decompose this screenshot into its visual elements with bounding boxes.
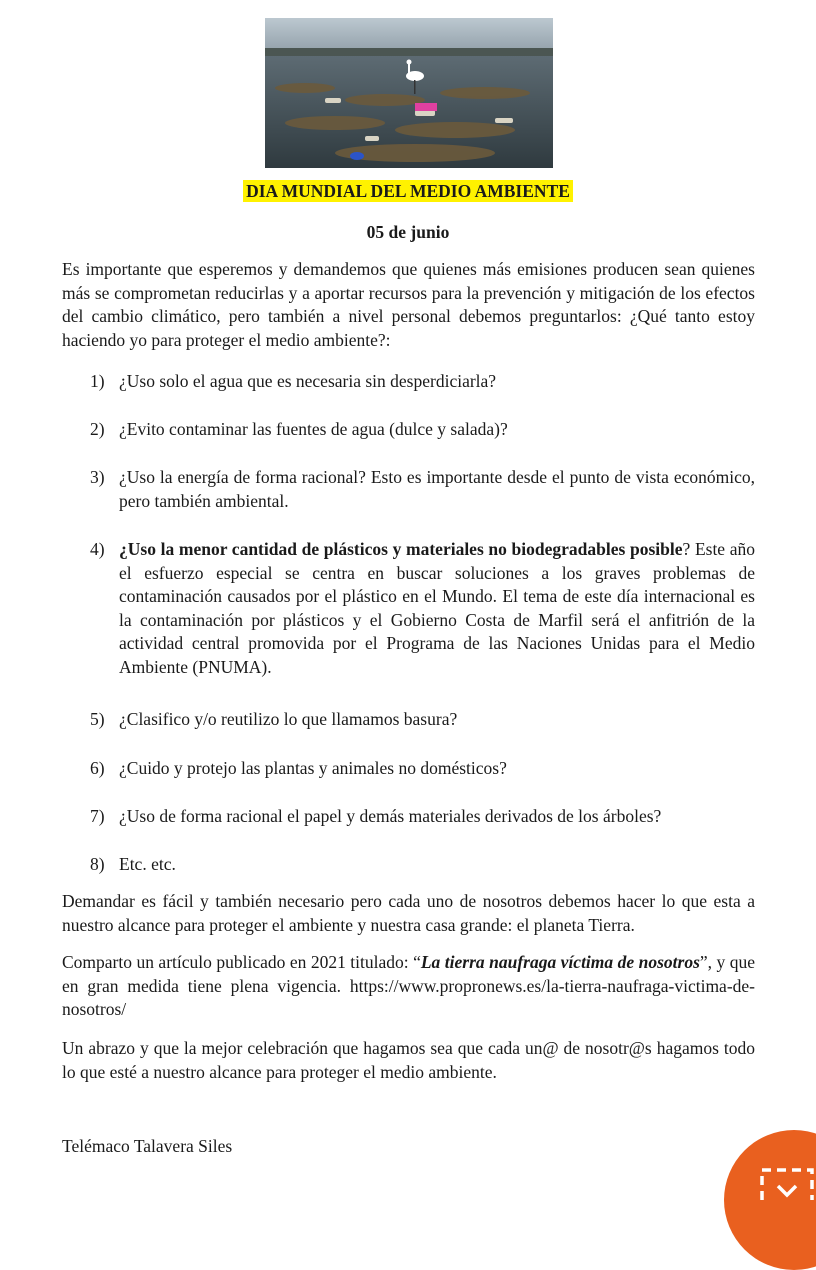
farewell-paragraph: Un abrazo y que la mejor celebración que hagamos sea que cada un@ de nosotr@s hagamos todo lo que esté a nuestro alcance para proteger el medio ambiente.	[62, 1038, 755, 1082]
page-title	[0, 181, 816, 202]
item-bold-text: ¿Uso la menor cantidad de plásticos y materiales no biodegradables posible	[119, 539, 683, 559]
closing-paragraph: Demandar es fácil y también necesario pero cada uno de nosotros debemos hacer lo que esta a nuestro alcance para proteger el ambiente y nuestra casa grande: el planeta Tierra.	[62, 891, 755, 935]
list-item	[62, 708, 755, 732]
list-item	[62, 418, 755, 442]
list-item	[62, 370, 755, 394]
item-number: 8)	[90, 854, 105, 874]
item-text: ¿Uso de forma racional el papel y demás materiales derivados de los árboles?	[119, 806, 662, 826]
date-heading: 05 de junio	[366, 222, 450, 242]
item-text: ¿Evito contaminar las fuentes de agua (dulce y salada)?	[119, 419, 508, 439]
item-text	[119, 538, 755, 679]
item-text: ¿Cuido y protejo las plantas y animales no domésticos?	[119, 758, 507, 778]
item-rest-text: ? Este año el esfuerzo especial se centra en buscar soluciones a los graves problemas de contaminación causados por el plástico en el Mundo. El tema de este día internacional es la contaminación por plásticos y el Gobierno Costa de Marfil será el anfitrión de la actividad central promovida por el Programa de las Naciones Unidas para el Medio Ambiente (PNUMA).	[119, 539, 755, 677]
signature: Telémaco Talavera Siles	[62, 1136, 233, 1156]
item-number: 1)	[90, 371, 105, 391]
list-item	[62, 466, 755, 513]
list-item	[62, 757, 755, 781]
item-number: 4)	[90, 539, 105, 559]
article-pre: Comparto un artículo publicado en 2021 titulado: “	[62, 952, 421, 972]
item-number: 3)	[90, 467, 105, 487]
item-number: 6)	[90, 758, 105, 778]
item-number: 2)	[90, 419, 105, 439]
list-item	[62, 853, 755, 877]
header-photo	[265, 18, 553, 168]
item-text: ¿Clasifico y/o reutilizo lo que llamamos basura?	[119, 709, 458, 729]
floating-action-button[interactable]	[724, 1130, 816, 1270]
item-number: 7)	[90, 806, 105, 826]
article-title: La tierra naufraga víctima de nosotros	[420, 952, 700, 972]
item-text: ¿Uso la energía de forma racional? Esto es importante desde el punto de vista económico, pero también ambiental.	[119, 467, 755, 511]
article-paragraph	[62, 951, 755, 1022]
title-text: DIA MUNDIAL DEL MEDIO AMBIENTE	[243, 180, 573, 202]
item-text: Etc. etc.	[119, 854, 176, 874]
list-item	[62, 538, 755, 679]
article-post: ”, y que en gran medida tiene plena vigencia. https://www.propronews.es/la-tierra-naufraga-victima-de-nosotros/	[62, 952, 755, 1019]
intro-paragraph: Es importante que esperemos y demandemos que quienes más emisiones producen sean quienes más se comprometan reducirlas y a aportar recursos para la prevención y mitigación de los efectos del cambio climático, pero también a nivel personal debemos preguntarlos: ¿Qué tanto estoy haciendo yo para proteger el medio ambiente?:	[62, 259, 755, 350]
item-number: 5)	[90, 709, 105, 729]
item-text: ¿Uso solo el agua que es necesaria sin desperdiciarla?	[119, 371, 497, 391]
list-item	[62, 805, 755, 829]
chevron-down-icon[interactable]	[760, 1166, 814, 1200]
